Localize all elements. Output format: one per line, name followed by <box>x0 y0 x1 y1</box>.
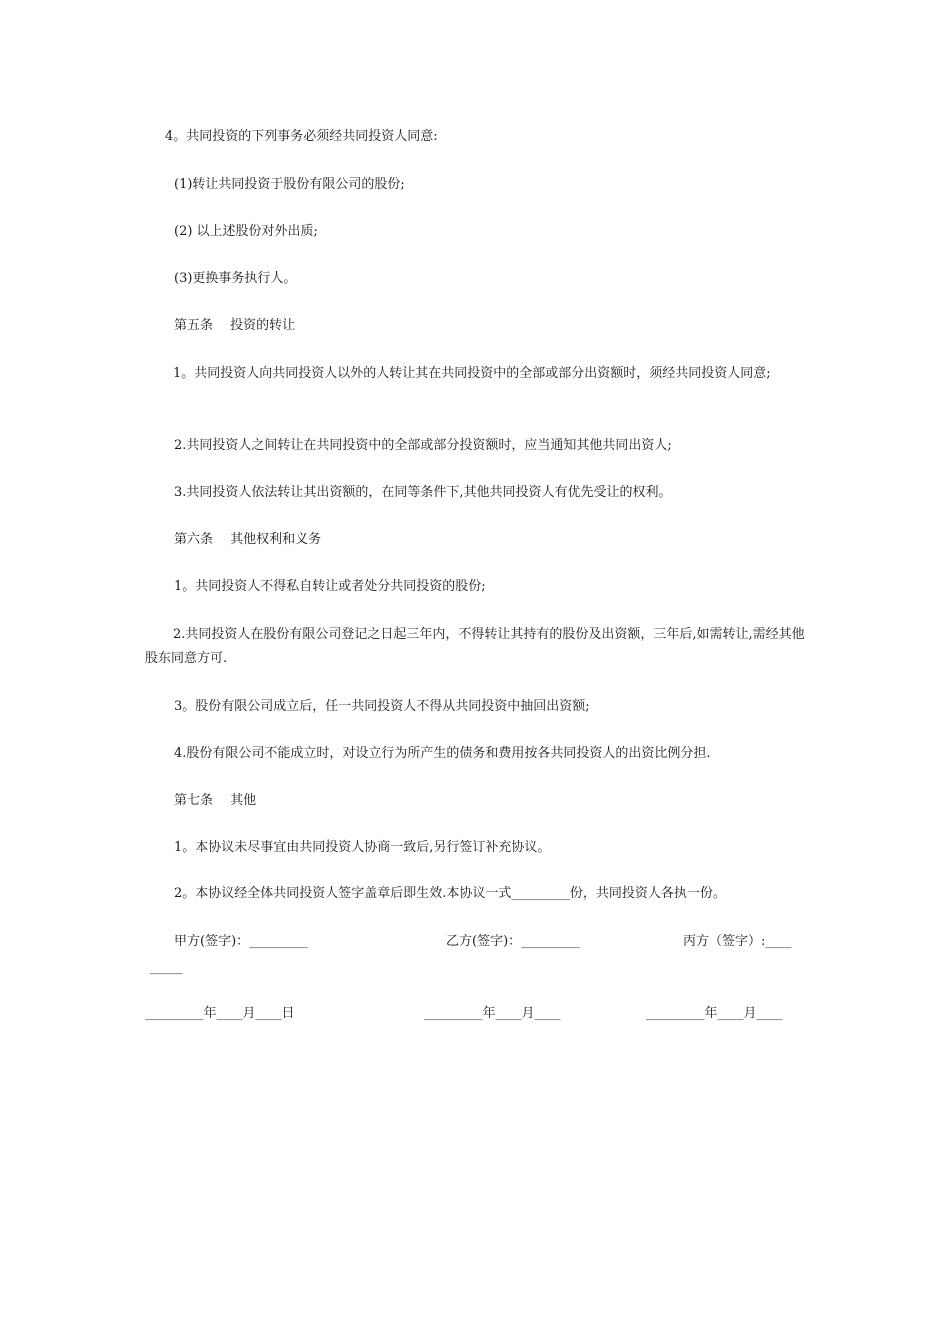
signature-party-c-continued: _____ <box>150 960 183 975</box>
signature-party-a: 甲方(签字)：_________ <box>174 934 308 949</box>
date-party-c: _________年____月____ <box>646 1006 783 1021</box>
clause4-item-1: (1)转让共同投资于股份有限公司的股份; <box>174 177 405 192</box>
date-party-a: _________年____月____日 <box>145 1006 295 1021</box>
signature-party-b: 乙方(签字)：_________ <box>446 934 580 949</box>
article6-heading: 第六条 其他权利和义务 <box>174 532 322 547</box>
article7-item-1: 1。本协议未尽事宜由共同投资人协商一致后,另行签订补充协议。 <box>174 840 551 855</box>
article6-item-3: 3。股份有限公司成立后，任一共同投资人不得从共同投资中抽回出资额; <box>174 699 590 714</box>
clause4-item-2: (2) 以上述股份对外出质; <box>174 224 318 239</box>
article5-heading: 第五条 投资的转让 <box>174 318 296 333</box>
article5-item-3: 3.共同投资人依法转让其出资额的，在同等条件下,其他共同投资人有优先受让的权利。 <box>174 485 672 500</box>
article5-item-1: 1。共同投资人向共同投资人以外的人转让其在共同投资中的全部或部分出资额时，须经共同投资人同意; <box>173 366 771 381</box>
article7-item-2: 2。本协议经全体共同投资人签字盖章后即生效.本协议一式_________份，共同投资人各执一份。 <box>174 886 726 901</box>
clause4-item-3: (3)更换事务执行人。 <box>174 271 297 286</box>
article6-item-4: 4.股份有限公司不能成立时，对设立行为所产生的债务和费用按各共同投资人的出资比例分担. <box>174 746 711 761</box>
article5-item-2: 2.共同投资人之间转让在共同投资中的全部或部分投资额时，应当通知其他共同出资人; <box>174 438 672 453</box>
article6-item-1: 1。共同投资人不得私自转让或者处分共同投资的股份; <box>174 579 486 594</box>
article7-heading: 第七条 其他 <box>174 793 257 808</box>
article6-item-2: 2.共同投资人在股份有限公司登记之日起三年内，不得转让其持有的股份及出资额，三年后,如需转让,需经其他股东同意方可. <box>145 627 805 666</box>
clause4-intro: 4。共同投资的下列事务必须经共同投资人同意: <box>165 129 438 144</box>
signature-party-c: 丙方（签字）:____ <box>683 934 792 949</box>
date-party-b: _________年____月____ <box>424 1006 561 1021</box>
